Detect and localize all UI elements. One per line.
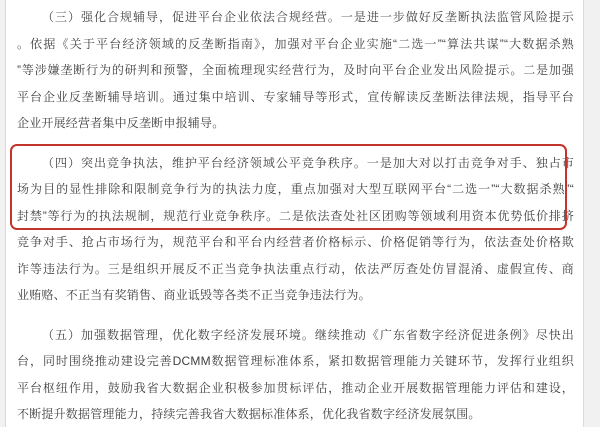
text-line: 平台枢纽作用，鼓励我省大数据企业积极参加贯标评估，推动企业开展数据管理能力评估和建设，: [17, 380, 574, 395]
text-line: 业贿赂、不正当有奖销售、商业诋毁等各类不正当竞争违法行为。: [17, 288, 371, 302]
text-line: 诈等违法行为。三是组织开展反不正当竞争执法重点行动，依法严厉查处仿冒混淆、虚假宣传、商: [17, 261, 574, 276]
text-line: ”等涉嫌垄断行为的研判和预警，全面梳理现实经营行为，及时向平台企业发出风险提示。二是加强: [17, 63, 574, 77]
text-line: 竞争对手、抢占市场行为，规范平台和平台内经营者价格标示、价格促销等行为，依法查处价格欺: [17, 235, 574, 249]
article-content: [6, 0, 583, 427]
article-page: [5, 0, 584, 427]
text-line: 台，同时围绕推动建设完善DCMM数据管理标准体系，紧扣数据管理能力关键环节，发挥行业组织: [17, 354, 574, 368]
text-line: 封禁”等行为的执法规制，规范行业竞争秩序。二是依法查处社区团购等领域利用资本优势低价排挤: [17, 208, 574, 223]
text-line: （三）强化合规辅导，促进平台企业依法合规经营。一是进一步做好反垄断执法监管风险提示: [42, 10, 574, 24]
paragraph-item-4: [17, 150, 574, 309]
paragraph-item-3: [17, 4, 574, 137]
text-line: 企业开展经营者集中反垄断申报辅导。: [17, 116, 225, 130]
text-line: 。依据《关于平台经济领域的反垄断指南》，加强对平台企业实施“二选一”“算法共谋”“大数据杀熟: [17, 36, 574, 51]
text-line: 平台企业反垄断辅导培训。通过集中培训、专家辅导等形式，宣传解读反垄断法律法规，指导平台: [17, 89, 574, 104]
paragraph-item-5: [17, 322, 574, 427]
text-line: 场为目的显性排除和限制竞争行为的执法力度，重点加强对大型互联网平台“二选一”“大数据杀熟”“: [17, 182, 574, 196]
text-line: 不断提升数据管理能力，持续完善我省大数据标准体系，优化我省数字经济发展氛围。: [17, 407, 481, 421]
text-line: （五）加强数据管理，优化数字经济发展环境。继续推动《广东省数字经济促进条例》尽快出: [42, 327, 574, 342]
text-line: （四）突出竞争执法，维护平台经济领域公平竞争秩序。一是加大对以打击竞争对手、独占市: [42, 155, 574, 170]
